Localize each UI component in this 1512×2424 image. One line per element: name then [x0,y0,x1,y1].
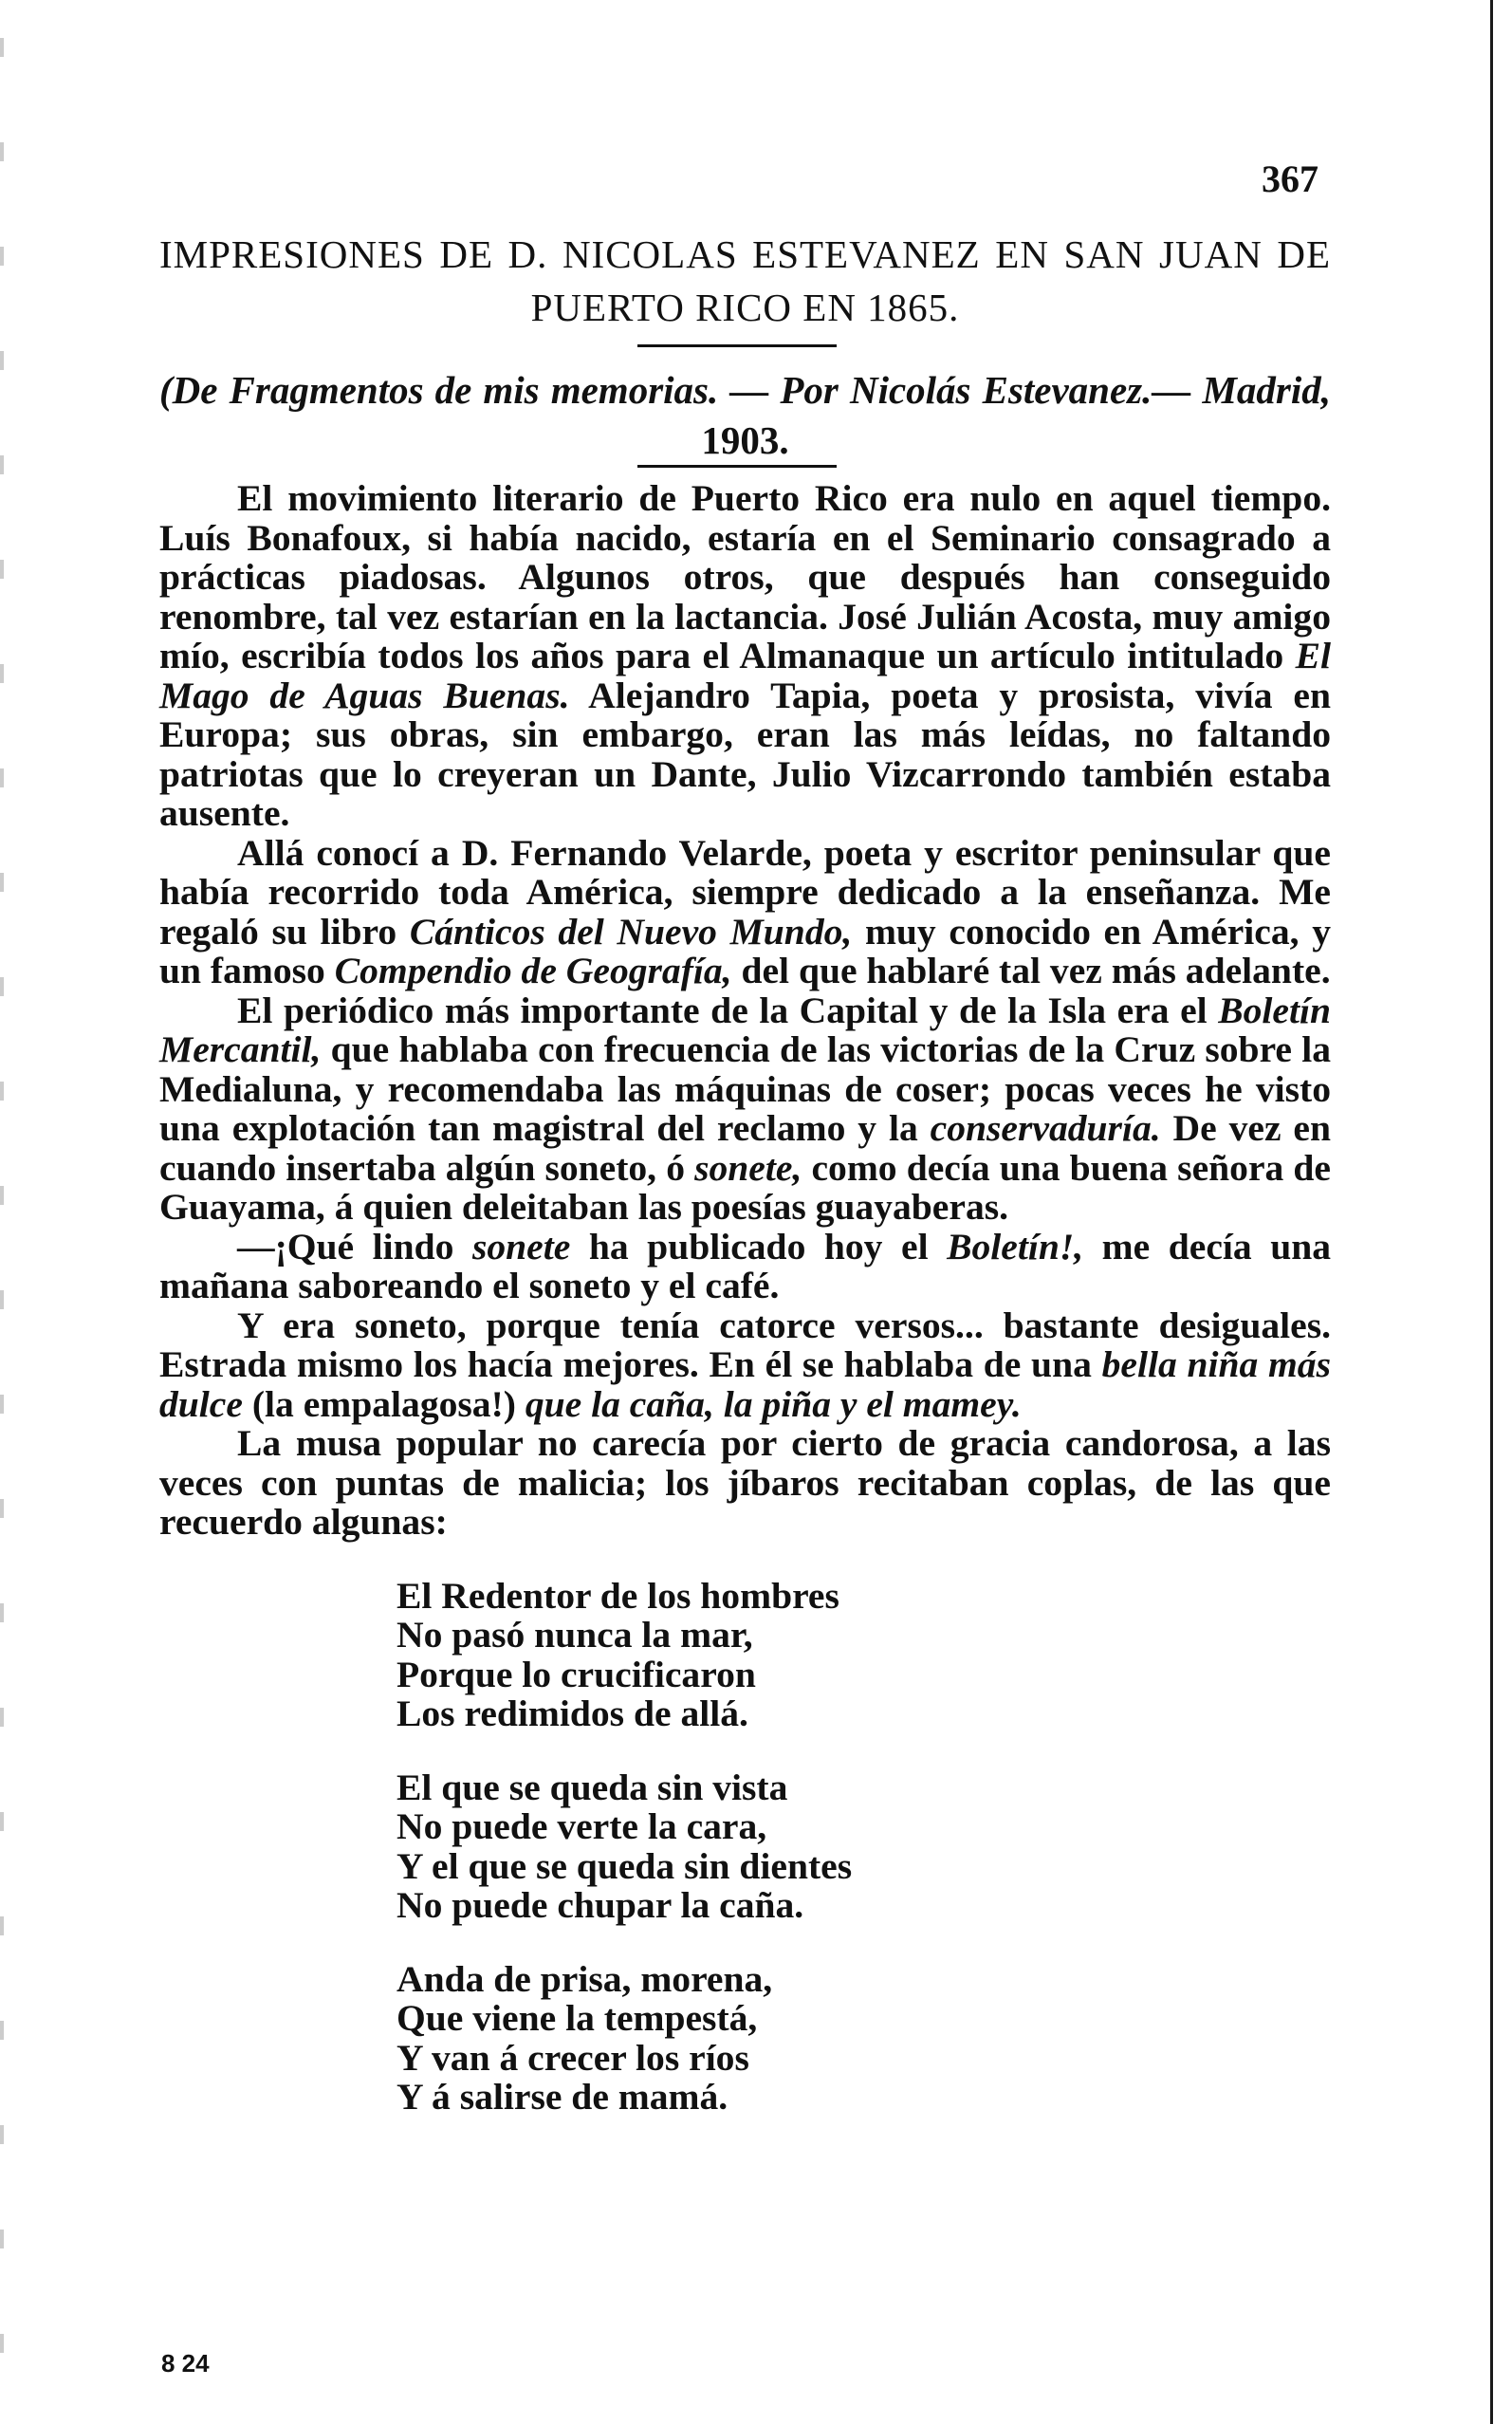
paragraph [159,831,1331,991]
verse-stanza [396,1574,1331,1734]
text-run: que hablaba con frecuencia de las victorias de la Cruz sobre la Medialuna, y recomendaba las máquinas de coser; pocas veces he visto una explotación tan magistral del reclamo y la [159,1028,1331,1149]
text-run: La musa popular no carecía por cierto de gracia candorosa, a las veces con puntas de malicia; los jíbaros recitaban coplas, de las que recuerdo algunas: [159,1422,1331,1543]
verse-line: Porque lo crucificaron [396,1653,756,1695]
text-run: Allá conocí a D. Fernando Velarde, poeta y escritor peninsular que había recorrido toda América, siempre dedicado a la enseñanza. Me regaló su libro [159,831,1331,953]
paragraph [159,1225,1332,1306]
verse-line: Anda de prisa, morena, [396,1957,773,2000]
italic-title: bella niña más dulce [159,1343,1331,1425]
source-year: 1903. [701,418,789,462]
italic-title: conservaduría. [930,1107,1161,1149]
text-run: Y era soneto, porque tenía catorce versos... bastante desiguales. Estrada mismo los hacía mejores. En él se hablaba de una [159,1304,1331,1385]
verse-line: Y van á crecer los ríos [396,2036,749,2079]
source-author: Por Nicolás Estevanez. [780,368,1152,412]
verse-line: El que se queda sin vista [396,1766,788,1808]
verse-line: Que viene la tempestá, [396,1997,758,2039]
paragraph [159,1424,1331,1543]
article-title: IMPRESIONES DE D. NICOLAS ESTEVANEZ EN SAN JUAN DE PUERTO RICO EN 1865. [159,232,1331,329]
signature-mark: 8 24 [161,2349,210,2378]
text-run: como decía una buena señora de Guayama, á quien deleitaban las poesías guayaberas. [159,1146,1331,1228]
verse-stanza [396,1768,1331,1926]
italic-title: que la caña, la piña y el mamey. [525,1382,1022,1425]
verse-line: No puede verte la cara, [396,1805,767,1847]
italic-title: Boletín Mercantil, [159,989,1331,1070]
text-run: Alejandro Tapia, poeta y prosista, vivía en Europa; sus obras, sin embargo, eran las más leídas, no faltando patriotas que lo creyeran un Dante, Julio Vizcarrondo también estaba ausente. [159,674,1332,834]
verse-line: Y á salirse de mamá. [396,2076,728,2118]
title-rule [637,344,837,347]
verse-line: Y el que se queda sin dientes [396,1844,853,1887]
scan-left-edge [0,0,4,2424]
italic-title: Compendio de Geografía, [334,950,732,991]
verse-line: No puede chupar la caña. [396,1884,804,1926]
verse-stanza [396,1957,1331,2118]
source-citation: (De Fragmentos de mis memorias. — Por Nicolás Estevanez.— Madrid, 1903. [159,368,1332,462]
text-run: ha publicado hoy el [570,1225,948,1268]
source-work: De Fragmentos de mis memorias. [172,368,719,412]
italic-title: Cánticos del Nuevo Mundo, [409,910,853,953]
verse-line: No pasó nunca la mar, [396,1614,753,1656]
verse-line: Los redimidos de allá. [396,1693,748,1734]
italic-title: sonete, [694,1146,802,1189]
text-run: del que hablaré tal vez más adelante. [731,950,1331,991]
italic-title: El Mago de Aguas Buenas. [159,635,1331,716]
text-run: El movimiento literario de Puerto Rico era nulo en aquel tiempo. Luís Bonafoux, si había nacido, estaría en el Seminario consagrado a prácticas piadosas. Algunos otros, que después han conseguido renombre, tal vez estarían en la lactancia. José Julián Acosta, muy amigo mío, escribía todos los años para el Almanaque un artículo intitulado [159,477,1331,676]
scan-right-edge [1490,0,1493,2424]
paragraph [159,1306,1331,1425]
text-run: (la empalagosa!) [242,1382,526,1425]
italic-title: sonete [471,1225,571,1268]
text-run: De vez en cuando insertaba algún soneto, ó [159,1107,1331,1189]
verse-line: El Redentor de los hombres [396,1574,839,1617]
italic-title: Boletín!, [947,1225,1084,1268]
text-run: muy conocido en América, y un famoso [159,910,1331,991]
article-body [159,479,1331,2118]
paragraph [159,479,1331,834]
paragraph [159,991,1331,1228]
text-run: El periódico más importante de la Capital y de la Isla era el [237,989,1219,1031]
text-run: me decía una mañana saboreando el soneto y el café. [159,1225,1332,1306]
page-number: 367 [1262,157,1318,200]
source-rule [637,465,837,468]
text-run: —¡Qué lindo [237,1225,472,1268]
source-place: Madrid, [1202,368,1332,412]
